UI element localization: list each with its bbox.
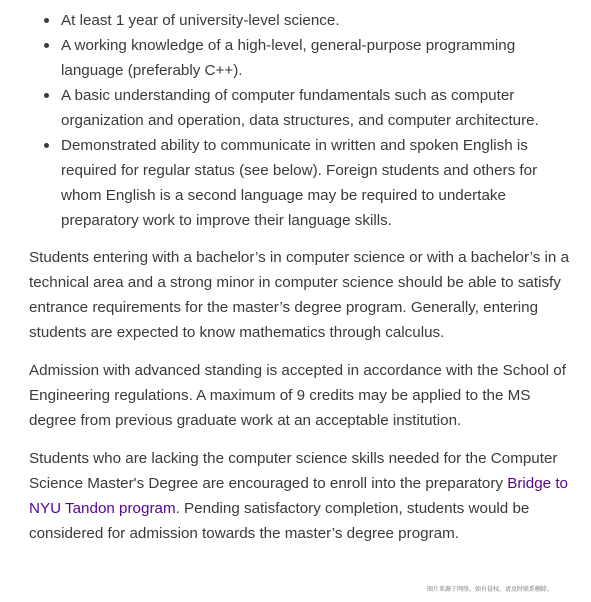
list-item <box>29 8 581 33</box>
advanced-standing-paragraph: Admission with advanced standing is accepted in accordance with the School of Engineering regulations. A maximum of 9 credits may be applied to the MS degree from previous graduate work at an acceptable institution. <box>29 362 566 429</box>
bullet-icon <box>44 93 49 98</box>
watermark-text: 图片来源于网络，如有侵权，请及时联系删除。 <box>426 586 553 593</box>
list-item <box>29 83 581 133</box>
bachelors-paragraph: Students entering with a bachelor’s in computer science or with a bachelor’s in a technical area and a strong minor in computer science should be able to satisfy entrance requirements for the master’s degree program. Generally, entering students are expected to know mathematics through calculus. <box>29 249 570 341</box>
list-item <box>29 133 581 233</box>
bridge-text-before: Students who are lacking the computer science skills needed for the Computer Science Master's Degree are encouraged to enroll into the preparatory <box>29 450 558 492</box>
bridge-text-after: . Pending satisfactory completion, students would be considered for admission towards the master’s degree program. <box>29 500 530 542</box>
list-item <box>29 33 581 83</box>
requirement-text: At least 1 year of university-level science. <box>61 12 340 29</box>
requirement-text: Demonstrated ability to communicate in written and spoken English is required for regular status (see below). Foreign students and others for whom English is a second language may be required to undertake preparatory work to improve their language skills. <box>61 137 538 229</box>
bullet-icon <box>44 18 49 23</box>
bullet-icon <box>44 43 49 48</box>
bridge-program-paragraph <box>29 446 581 546</box>
admission-requirements-content <box>29 8 581 546</box>
requirement-text: A basic understanding of computer fundamentals such as computer organization and operation, data structures, and computer architecture. <box>61 87 539 129</box>
bridge-to-nyu-tandon-link[interactable]: Bridge to NYU Tandon program <box>29 475 568 517</box>
bullet-icon <box>44 143 49 148</box>
requirements-list <box>29 8 581 233</box>
requirement-text: A working knowledge of a high-level, general-purpose programming language (preferably C++). <box>61 37 516 79</box>
